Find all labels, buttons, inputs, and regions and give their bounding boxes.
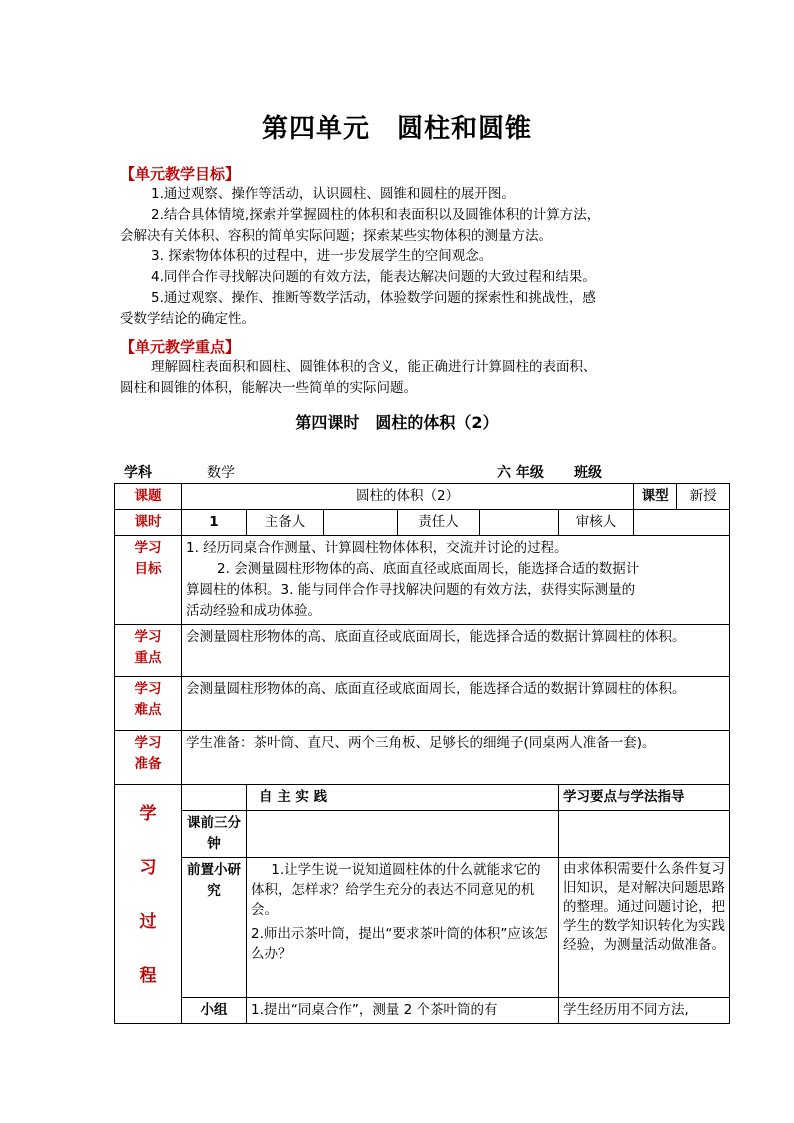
grade-label: 六 年级: [497, 465, 544, 481]
responsible-value: [480, 510, 559, 536]
reviewer-value: [634, 510, 730, 536]
process-label: 学 习 过 程: [115, 785, 182, 1024]
pre-study-row: [115, 858, 730, 998]
page-title: 第四单元 圆柱和圆锥: [261, 114, 532, 144]
unit-key-line-2: 圆柱和圆锥的体积，能解决一些简单的实际问题。: [120, 379, 417, 396]
unit-key-text: [120, 357, 720, 399]
process-header-row: [115, 785, 730, 811]
group-content: 1.提出“同桌合作”，测量 2 个茶叶筒的有: [247, 998, 559, 1024]
key-label: 学习 重点: [115, 625, 182, 677]
period-row: [115, 510, 730, 536]
goal-text: 1. 经历同桌合作测量、计算圆柱物体体积，交流并讨论的过程。 2. 会测量圆柱形物体的高、底面直径或底面周长，能选择合适的数据计 算圆柱的体积。3. 能与同伴合作寻找解决问题的有效方法，获得实际测量的 活动经验和成功体验。: [182, 536, 730, 625]
pre-class-guide: [559, 811, 730, 858]
group-label: 小组: [182, 998, 247, 1024]
period-value: 1: [182, 510, 247, 536]
key-text: 会测量圆柱形物体的高、底面直径或底面周长，能选择合适的数据计算圆柱的体积。: [182, 625, 730, 677]
practice-header: 自 主 实 践: [247, 785, 559, 811]
unit-goal-5: 5.通过观察、操作、推断等数学活动，体验数学问题的探索性和挑战性，感: [151, 289, 596, 306]
subject-label: 学科: [124, 465, 152, 481]
key-row: [115, 625, 730, 677]
goal-label: 学习 目标: [115, 536, 182, 625]
group-row: [115, 998, 730, 1024]
lesson-type-value: 新授: [677, 484, 730, 510]
lesson-type-label: 课型: [634, 484, 677, 510]
topic-row: [115, 484, 730, 510]
unit-key-heading: 【单元教学重点】: [120, 338, 241, 356]
period-label: 课时: [115, 510, 182, 536]
prep-text: 学生准备：茶叶筒、直尺、两个三角板、足够长的细绳子(同桌两人准备一套)。: [182, 731, 730, 785]
unit-key-line-1: 理解圆柱表面积和圆柱、圆锥体积的含义，能正确进行计算圆柱的表面积、: [151, 359, 597, 375]
pre-class-label: 课前三分钟: [182, 811, 247, 858]
pre-class-row: [115, 811, 730, 858]
lesson-title: 第四课时 圆柱的体积（2）: [295, 413, 499, 432]
pre-study-content: 1.让学生说一说知道圆柱体的什么就能求它的体积，怎样求？给学生充分的表达不同意见的机会。 2.师出示茶叶筒，提出“要求茶叶筒的体积”应该怎么办？: [247, 858, 559, 998]
unit-goals-list: [120, 184, 720, 330]
topic-value: 圆柱的体积（2）: [182, 484, 634, 510]
unit-goal-5-cont: 受数学结论的确定性。: [120, 310, 255, 327]
unit-goal-3: 3. 探索物体体积的过程中，进一步发展学生的空间观念。: [151, 248, 493, 265]
preparer-value: [324, 510, 398, 536]
difficulty-row: [115, 677, 730, 731]
unit-goal-1: 1.通过观察、操作等活动，认识圆柱、圆锥和圆柱的展开图。: [151, 186, 515, 202]
pre-study-label: 前置小研究: [182, 858, 247, 998]
unit-goal-2: 2.结合具体情境,探索并掌握圆柱的体积和表面积以及圆锥体积的计算方法，: [151, 206, 601, 223]
difficulty-label: 学习 难点: [115, 677, 182, 731]
unit-goals-heading: 【单元教学目标】: [120, 165, 241, 183]
process-header-blank: [182, 785, 247, 811]
responsible-label: 责任人: [398, 510, 480, 536]
subject-value: 数学: [207, 465, 235, 481]
reviewer-label: 审核人: [559, 510, 634, 536]
class-label: 班级: [574, 465, 602, 481]
pre-study-guide: 由求体积需要什么条件复习旧知识，是对解决问题思路的整理。通过问题讨论，把学生的数学知识转化为实践经验，为测量活动做准备。: [559, 858, 730, 998]
unit-goal-4: 4.同伴合作寻找解决问题的有效方法，能表达解决问题的大致过程和结果。: [151, 269, 596, 286]
lesson-plan-table: [114, 483, 730, 1024]
unit-goal-2-cont: 会解决有关体积、容积的简单实际问题；探索某些实物体积的测量方法。: [120, 227, 552, 244]
pre-class-content: [247, 811, 559, 858]
topic-label: 课题: [115, 484, 182, 510]
guide-header: 学习要点与学法指导: [559, 785, 730, 811]
group-guide: 学生经历用不同方法,: [559, 998, 730, 1024]
preparer-label: 主备人: [247, 510, 324, 536]
prep-row: [115, 731, 730, 785]
goal-row: [115, 536, 730, 625]
difficulty-text: 会测量圆柱形物体的高、底面直径或底面周长，能选择合适的数据计算圆柱的体积。: [182, 677, 730, 731]
prep-label: 学习 准备: [115, 731, 182, 785]
